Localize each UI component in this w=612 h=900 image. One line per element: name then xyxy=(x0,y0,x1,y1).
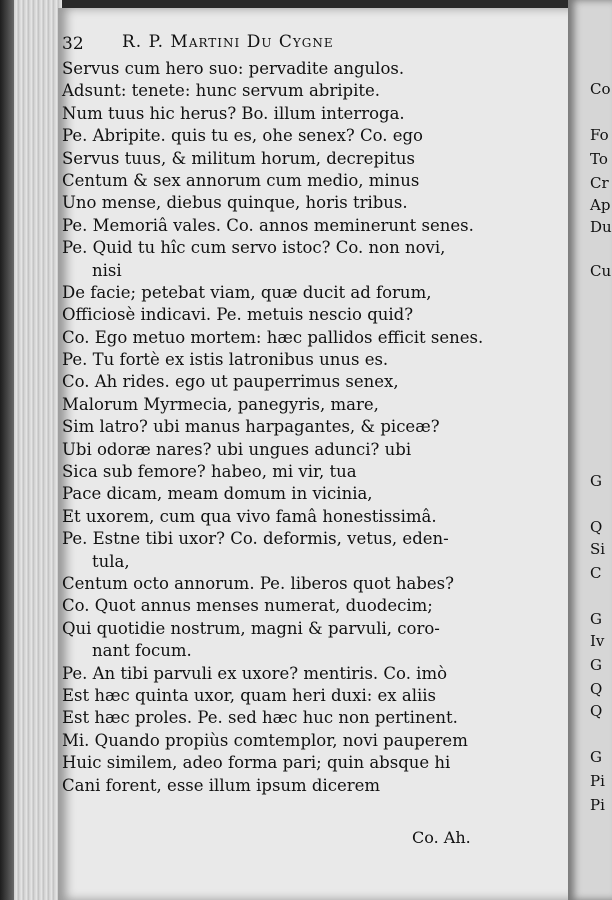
text-line: Pe. Quid tu hîc cum servo istoc? Co. non novi, xyxy=(62,238,446,258)
text-line: Est hæc quinta uxor, quam heri duxi: ex aliis xyxy=(62,685,436,705)
facing-page-fragment: Du xyxy=(590,218,612,236)
text-line: Pe. Tu fortè ex istis latronibus unus es. xyxy=(62,350,389,370)
facing-page-fragment: Iv xyxy=(590,632,605,650)
facing-page-fragment: Q xyxy=(590,680,603,698)
facing-page-fragment: To xyxy=(590,150,608,168)
text-line: Ubi odoræ nares? ubi ungues adunci? ubi xyxy=(62,439,412,459)
facing-page-fragment: Q xyxy=(590,702,603,720)
book-page-edges xyxy=(0,0,62,900)
facing-page-fragment: Pi xyxy=(590,796,605,814)
text-line: Pe. Estne tibi uxor? Co. deformis, vetus, eden- xyxy=(62,529,449,549)
text-line: Centum & sex annorum cum medio, minus xyxy=(62,170,420,190)
facing-page-fragment: Co xyxy=(590,80,611,98)
text-line: De facie; petebat viam, quæ ducit ad forum, xyxy=(62,282,432,302)
text-line: Et uxorem, cum qua vivo famâ honestissimâ. xyxy=(62,506,437,526)
running-header xyxy=(62,28,486,58)
text-line: Uno mense, diebus quinque, horis tribus. xyxy=(62,193,408,213)
facing-page-fragment: Cu xyxy=(590,262,612,280)
catchword: Co. Ah. xyxy=(412,828,471,847)
facing-page-fragment: G xyxy=(590,610,602,628)
text-line: Num tuus hic herus? Bo. illum interroga. xyxy=(62,103,405,123)
text-line: Co. Ah rides. ego ut pauperrimus senex, xyxy=(62,372,399,392)
text-line: Officiosè indicavi. Pe. metuis nescio quid? xyxy=(62,305,414,325)
running-title: R. P. Martini Du Cygne xyxy=(122,32,334,52)
text-line: nant focum. xyxy=(92,641,192,661)
text-line: Cani forent, esse illum ipsum dicerem xyxy=(62,775,381,795)
facing-page-fragment: G xyxy=(590,472,602,490)
facing-page-fragment: Cr xyxy=(590,174,609,192)
facing-page-fragment: Si xyxy=(590,540,606,558)
facing-page-fragment: Q xyxy=(590,518,603,536)
text-line: Pace dicam, meam domum in vicinia, xyxy=(62,484,373,504)
text-line: Huic similem, adeo forma pari; quin absque hi xyxy=(62,753,451,773)
text-line: Malorum Myrmecia, panegyris, mare, xyxy=(62,394,379,414)
text-line: Co. Ego metuo mortem: hæc pallidos efficit senes. xyxy=(62,327,484,347)
text-line: Pe. Abripite. quis tu es, ohe senex? Co. ego xyxy=(62,126,423,146)
facing-page-fragment: Fo xyxy=(590,126,609,144)
text-line: Mi. Quando propiùs comtemplor, novi pauperem xyxy=(62,730,468,750)
facing-page-fragment: C xyxy=(590,564,602,582)
text-line: Pe. An tibi parvuli ex uxore? mentiris. Co. imò xyxy=(62,663,448,683)
text-line: Qui quotidie nostrum, magni & parvuli, coro- xyxy=(62,618,440,638)
text-line: Sim latro? ubi manus harpagantes, & piceæ? xyxy=(62,417,440,437)
verse-text xyxy=(62,58,502,797)
text-line: Servus tuus, & militum horum, decrepitus xyxy=(62,148,416,168)
facing-page xyxy=(568,0,612,900)
text-line: Co. Quot annus menses numerat, duodecim; xyxy=(62,596,433,616)
facing-page-fragment: Ap xyxy=(590,196,611,214)
text-line: Pe. Memoriâ vales. Co. annos meminerunt senes. xyxy=(62,215,474,235)
facing-page-fragment: Pi xyxy=(590,772,605,790)
facing-page-fragment: G xyxy=(590,656,602,674)
text-line: Est hæc proles. Pe. sed hæc huc non pertinent. xyxy=(62,708,458,728)
text-line: Sica sub femore? habeo, mi vir, tua xyxy=(62,462,357,482)
text-line: Centum octo annorum. Pe. liberos quot habes? xyxy=(62,573,454,593)
text-line: tula, xyxy=(92,551,130,571)
page-number: 32 xyxy=(62,34,84,54)
text-line: Adsunt: tenete: hunc servum abripite. xyxy=(62,81,380,101)
facing-page-fragment: G xyxy=(590,748,602,766)
text-line: nisi xyxy=(92,260,122,280)
text-line: Servus cum hero suo: pervadite angulos. xyxy=(62,59,405,78)
